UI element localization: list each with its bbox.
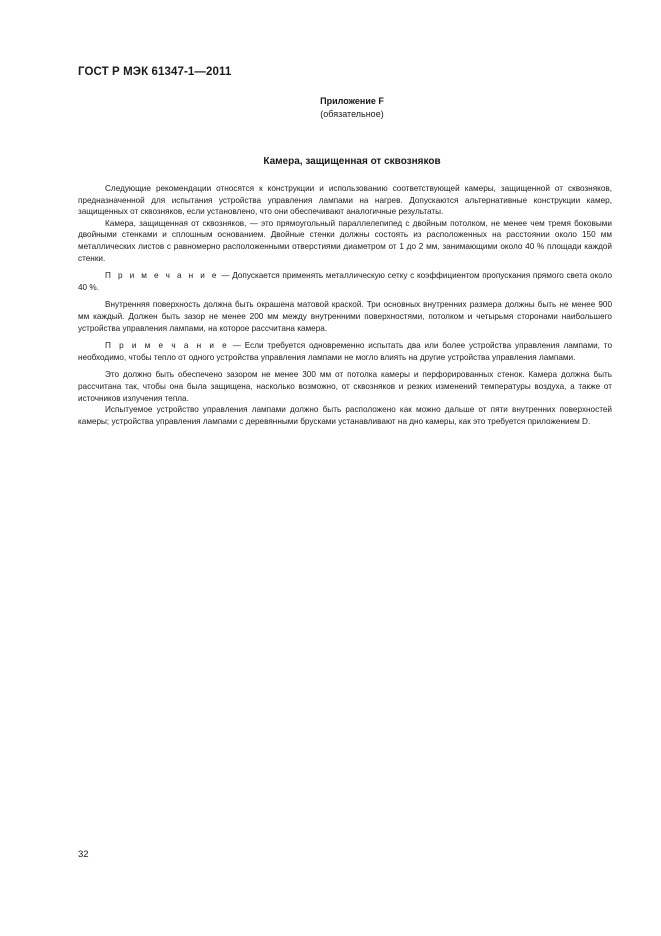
page-number: 32: [78, 849, 89, 860]
paragraph-recommendations: Следующие рекомендации относятся к конструкции и использованию соответствующей камеры, защищенной от сквозняков, предназначенной для испытания устройства управления лампами на нагрев. Допускаются альтернативные конструкции камер, защищенных от сквозняков, если установлено, что они обеспечивают аналогичные результаты.: [78, 184, 612, 217]
note-multiple-devices: [78, 340, 612, 363]
note-label: П р и м е ч а н и е: [105, 341, 229, 351]
paragraph-clearance: Это должно быть обеспечено зазором не менее 300 мм от потолка камеры и перфорированных стенок. Камера должна быть рассчитана так, чтобы она была защищена, насколько возможно, от сквозняков и резких изменений температуры воздуха, а также от источников излучения тепла.: [78, 370, 612, 403]
paragraph-inner-surface: Внутренняя поверхность должна быть окрашена матовой краской. Три основных внутренних размера должны быть не менее 900 мм каждый. Должен быть зазор не менее 200 мм между внутренними поверхностями, потолком и четырьмя сторонами наибольшего устройства управления лампами, на которое рассчитана камера.: [78, 300, 612, 333]
note-text: — Допускается применять металлическую сетку с коэффициентом пропускания прямого света около 40 %.: [78, 271, 612, 292]
appendix-label: Приложение F: [320, 96, 384, 106]
appendix-status: (обязательное): [320, 109, 384, 119]
document-body: [78, 183, 612, 427]
note-metal-mesh: [78, 270, 612, 293]
appendix-heading: [78, 95, 626, 121]
paragraph-chamber-construction: Камера, защищенная от сквозняков, — это прямоугольный параллелепипед с двойным потолком, не менее чем тремя боковыми двойными стенками и сплошным основанием. Двойные стенки должны состоять из расположенных на расстоянии около 150 мм металлических листов с равномерно расположенными отверстиями диаметром от 1 до 2 мм, занимающими около 40 % площади каждой стенки.: [78, 218, 612, 263]
note-text: — Если требуется одновременно испытать два или более устройства управления лампами, то необходимо, чтобы тепло от одного устройства управления лампами не могло влиять на другие устройства управления лампами.: [78, 341, 612, 362]
standard-designation: ГОСТ Р МЭК 61347-1—2011: [78, 66, 232, 78]
note-label: П р и м е ч а н и е: [105, 271, 219, 281]
paragraph-device-placement: Испытуемое устройство управления лампами должно быть расположено как можно дальше от пяти внутренних поверхностей камеры; устройства управления лампами с деревянными брусками устанавливают на дно камеры, как это требуется приложением D.: [78, 405, 612, 426]
section-title: Камера, защищенная от сквозняков: [263, 156, 441, 167]
